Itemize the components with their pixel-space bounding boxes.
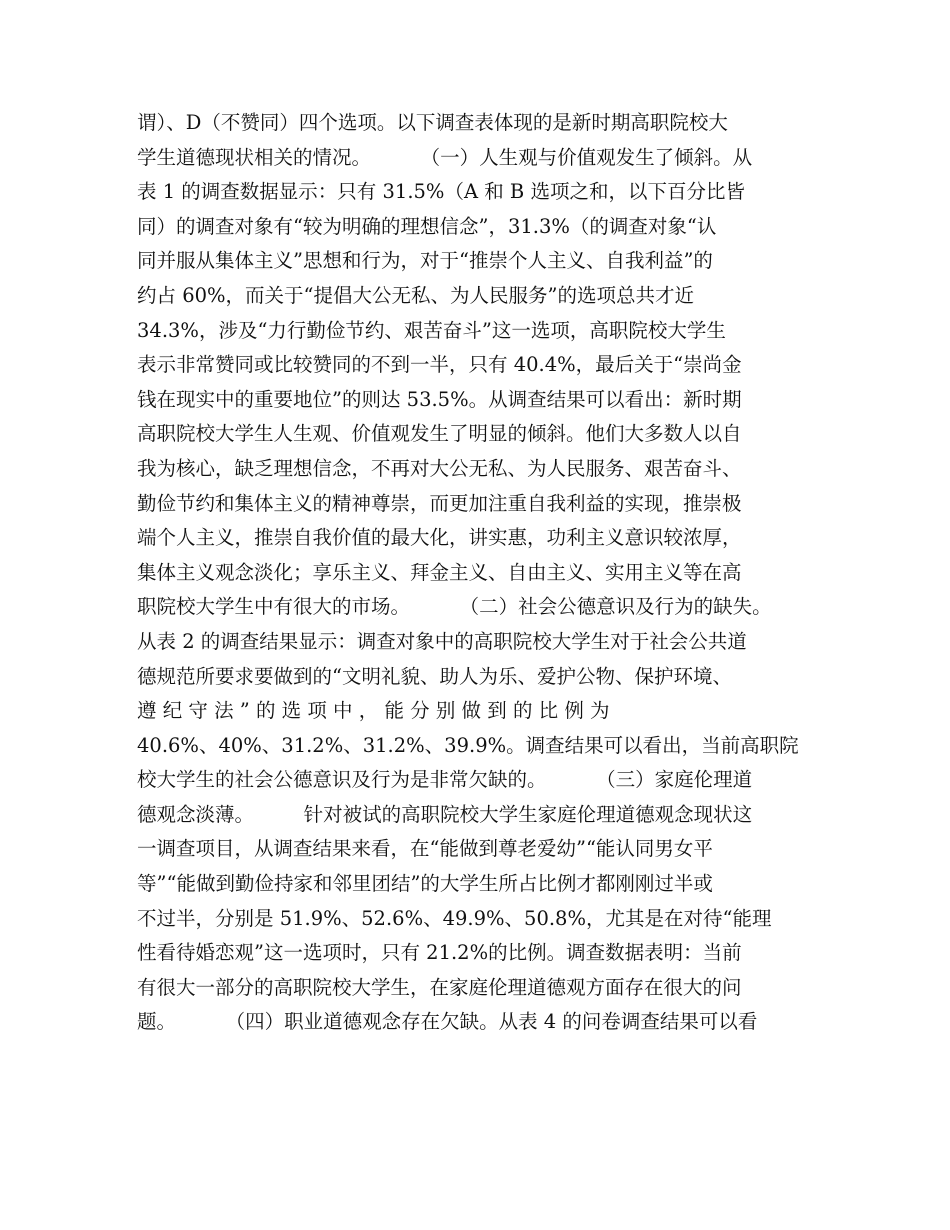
text-line: 34.3%，涉及“力行勤俭节约、艰苦奋斗”这一选项，高职院校大学生 (137, 318, 726, 342)
text-line: 德规范所要求要做到的“文明礼貌、助人为乐、爱护公物、保护环境、 (137, 664, 732, 688)
body-text (137, 106, 817, 1040)
text-line: 校大学生的社会公德意识及行为是非常欠缺的。 （三）家庭伦理道 (137, 768, 753, 792)
text-line: 我为核心，缺乏理想信念，不再对大公无私、为人民服务、艰苦奋斗、 (137, 456, 742, 480)
text-line: 从表 2 的调查结果显示：调查对象中的高职院校大学生对于社会公共道 (137, 629, 747, 653)
text-line: 端个人主义，推崇自我价值的最大化，讲实惠，功利主义意识较浓厚， (137, 526, 742, 550)
text-line: 德观念淡薄。 针对被试的高职院校大学生家庭伦理道德观念现状这 (137, 802, 753, 826)
text-line: 集体主义观念淡化；享乐主义、拜金主义、自由主义、实用主义等在高 (137, 560, 742, 584)
text-line: 不过半，分别是 51.9%、52.6%、49.9%、50.8%，尤其是在对待“能理 (137, 906, 772, 930)
text-line: 性看待婚恋观”这一选项时，只有 21.2%的比例。调查数据表明：当前 (137, 941, 742, 965)
text-line: 有很大一部分的高职院校大学生，在家庭伦理道德观方面存在很大的问 (137, 975, 742, 999)
text-line: 钱在现实中的重要地位”的则达 53.5%。从调查结果可以看出：新时期 (137, 387, 742, 411)
text-line: 同并服从集体主义”思想和行为，对于“推崇个人主义、自我利益”的 (137, 249, 713, 273)
text-line: 同）的调查对象有“较为明确的理想信念”，31.3%（的调查对象“认 (137, 214, 717, 238)
text-line: 表示非常赞同或比较赞同的不到一半，只有 40.4%，最后关于“崇尚金 (137, 353, 742, 377)
text-line: 40.6%、40%、31.2%、31.2%、39.9%。调查结果可以看出，当前高职院 (137, 733, 799, 757)
text-line: 题。 （四）职业道德观念存在欠缺。从表 4 的问卷调查结果可以看 (137, 1010, 758, 1034)
text-line: 等”“能做到勤俭持家和邻里团结”的大学生所占比例才都刚刚过半或 (137, 872, 713, 896)
text-line: 谓）、D（不赞同）四个选项。以下调查表体现的是新时期高职院校大 (137, 111, 728, 134)
text-line: 约占 60%，而关于“提倡大公无私、为人民服务”的选项总共才近 (137, 283, 694, 307)
text-line: 高职院校大学生人生观、价值观发生了明显的倾斜。他们大多数人以自 (137, 422, 742, 446)
text-line: 职院校大学生中有很大的市场。 （二）社会公德意识及行为的缺失。 (137, 595, 772, 619)
text-line: 一调查项目，从调查结果来看，在“能做到尊老爱幼”“能认同男女平 (137, 837, 713, 861)
text-line: 遵 纪 守 法 ” 的 选 项 中 ， 能 分 别 做 到 的 比 例 为 (137, 699, 610, 723)
text-line: 表 1 的调查数据显示：只有 31.5%（A 和 B 选项之和，以下百分比皆 (137, 180, 745, 204)
text-line: 勤俭节约和集体主义的精神尊崇，而更加注重自我利益的实现，推崇极 (137, 491, 742, 515)
text-line: 学生道德现状相关的情况。 （一）人生观与价值观发生了倾斜。从 (137, 145, 753, 169)
